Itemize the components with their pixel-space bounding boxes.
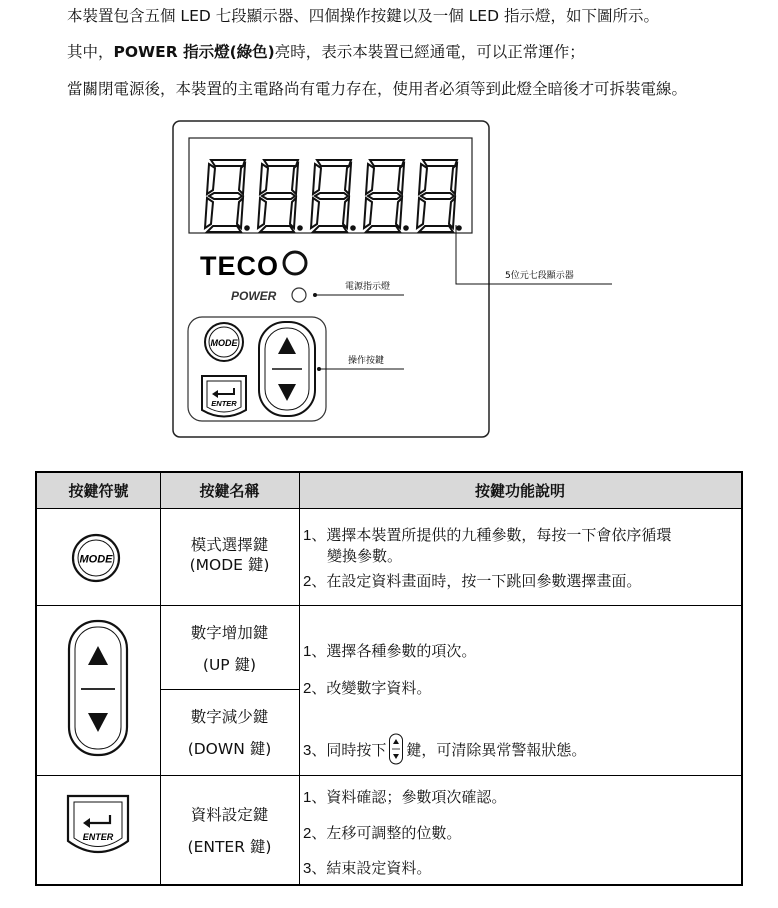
svg-text:ENTER: ENTER <box>82 832 114 842</box>
power-indicator-emphasis: POWER 指示燈(綠色) <box>113 43 275 61</box>
mode-key-label: MODE <box>210 338 238 348</box>
mode-key-name-line1: 模式選擇鍵 <box>190 536 269 554</box>
updown-key-inline-icon <box>388 733 404 765</box>
updown-desc-1: 1、選擇各種參數的項次。 <box>303 642 477 660</box>
mode-key-diagram[interactable] <box>205 323 243 361</box>
mode-key-name <box>160 535 299 575</box>
up-key-name <box>160 623 299 675</box>
header-description: 按鍵功能說明 <box>299 473 741 508</box>
updown-desc-2: 2、改變數字資料。 <box>303 679 432 697</box>
enter-key-symbol <box>66 793 130 859</box>
enter-key-name <box>160 805 299 857</box>
display-window <box>189 138 472 233</box>
up-key-name-line1: 數字增加鍵 <box>190 624 269 642</box>
enter-desc-2: 2、左移可調整的位數。 <box>303 824 462 842</box>
intro-line-1: 本裝置包含五個 LED 七段顯示器、四個操作按鍵以及一個 LED 指示燈，如下圖所示。 <box>67 7 659 25</box>
header-name: 按鍵名稱 <box>160 473 299 508</box>
enter-desc-3: 3、結束設定資料。 <box>303 859 432 877</box>
power-label: POWER <box>231 289 277 303</box>
display-callout-label: 5位元七段顯示器 <box>505 271 574 281</box>
intro-line-2-suffix: 亮時，表示本裝置已經通電，可以正常運作； <box>274 43 585 61</box>
mode-desc-2: 2、在設定資料畫面時，按一下跳回參數選擇畫面。 <box>303 572 642 590</box>
mode-key-symbol <box>63 533 129 583</box>
down-key-name-line2: (DOWN 鍵) <box>187 740 272 758</box>
key-function-table <box>35 471 743 886</box>
control-panel-diagram <box>0 118 778 440</box>
mode-desc-1: 1、選擇本裝置所提供的九種參數，每按一下會依序循環 <box>303 526 672 544</box>
power-led <box>292 288 306 302</box>
intro-line-3: 當關閉電源後，本裝置的主電路尚有電力存在，使用者必須等到此燈全暗後才可拆裝電線。 <box>67 80 688 98</box>
mode-key-name-line2: (MODE 鍵) <box>189 556 270 574</box>
header-symbol: 按鍵符號 <box>37 473 160 508</box>
updown-desc-3: 3、同時按下 鍵，可清除異常警報狀態。 <box>303 733 586 765</box>
intro-line-2-prefix: 其中， <box>67 43 114 61</box>
down-key-name-line1: 數字減少鍵 <box>190 708 269 726</box>
enter-key-label: ENTER <box>211 399 237 408</box>
enter-key-name-line1: 資料設定鍵 <box>190 806 269 824</box>
power-callout-label: 電源指示燈 <box>345 282 391 292</box>
enter-desc-1: 1、資料確認；參數項次確認。 <box>303 788 507 806</box>
keys-callout-label: 操作按鍵 <box>348 356 385 366</box>
updown-key-symbol <box>67 619 131 759</box>
down-key-name <box>160 707 299 759</box>
svg-text:MODE: MODE <box>79 553 113 566</box>
intro-line-2 <box>67 42 585 62</box>
enter-key-diagram[interactable] <box>202 376 246 417</box>
mode-desc-1-cont: 變換參數。 <box>327 547 403 565</box>
up-key-name-line2: (UP 鍵) <box>202 656 257 674</box>
enter-key-name-line2: (ENTER 鍵) <box>187 838 272 856</box>
updown-key-diagram[interactable] <box>259 322 315 416</box>
brand-logo: TECO <box>200 251 280 281</box>
